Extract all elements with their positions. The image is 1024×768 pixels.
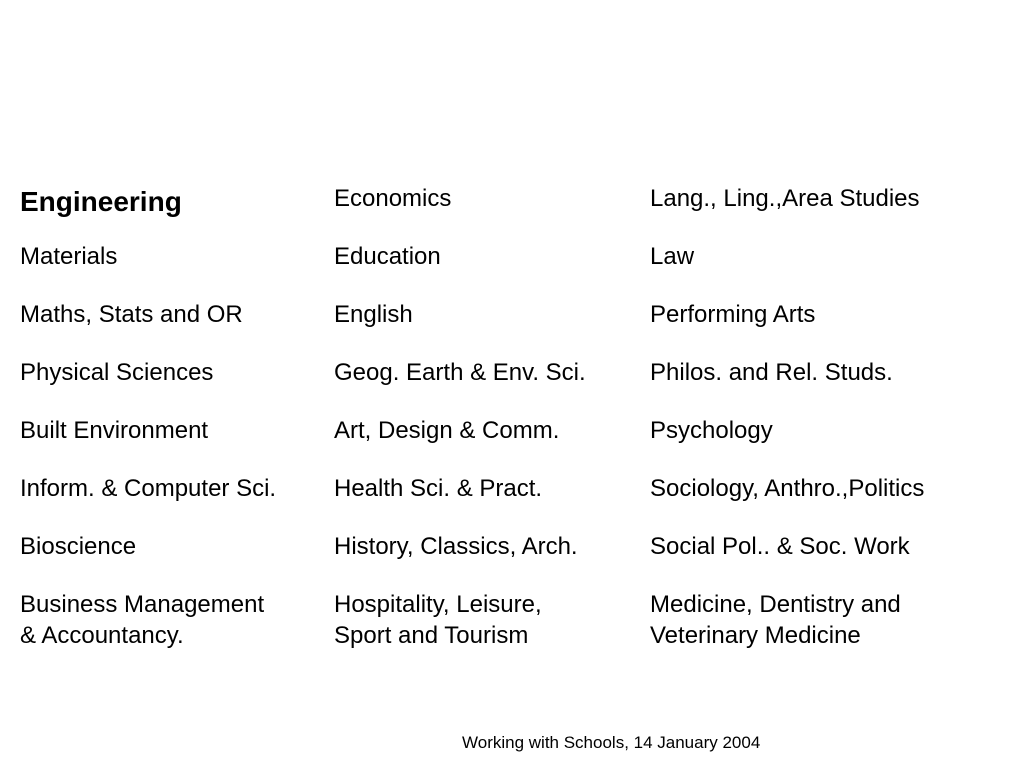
subject-column-1	[20, 183, 330, 678]
subject-heading: Engineering	[20, 186, 182, 217]
subject-item: Geog. Earth & Env. Sci.	[334, 359, 586, 386]
subject-item: History, Classics, Arch.	[334, 533, 578, 560]
subject-item: Physical Sciences	[20, 359, 214, 386]
subject-item: Health Sci. & Pract.	[334, 475, 543, 502]
subject-item: Inform. & Computer Sci.	[20, 475, 277, 502]
subject-item: Economics	[334, 185, 452, 212]
subject-item: Built Environment	[20, 417, 209, 444]
subject-item: Bioscience	[20, 533, 137, 560]
subject-item: Psychology	[650, 417, 773, 444]
subject-item: Business Management & Accountancy.	[20, 591, 265, 649]
subject-item: Maths, Stats and OR	[20, 301, 243, 328]
subject-column-2	[334, 183, 644, 678]
subject-item: Philos. and Rel. Studs.	[650, 359, 893, 386]
subject-item: English	[334, 301, 413, 328]
subject-item: Lang., Ling.,Area Studies	[650, 185, 920, 212]
subject-item: Social Pol.. & Soc. Work	[650, 533, 910, 560]
subject-item: Art, Design & Comm.	[334, 417, 560, 444]
subject-column-3	[650, 183, 1020, 678]
subject-item: Materials	[20, 243, 118, 270]
subject-item: Performing Arts	[650, 301, 816, 328]
subject-item: Hospitality, Leisure, Sport and Tourism	[334, 591, 542, 649]
subject-item: Medicine, Dentistry and Veterinary Medicine	[650, 591, 901, 649]
slide-footer: Working with Schools, 14 January 2004	[462, 733, 761, 752]
subject-item: Law	[650, 243, 695, 270]
subject-item: Sociology, Anthro.,Politics	[650, 475, 925, 502]
subject-item: Education	[334, 243, 441, 270]
